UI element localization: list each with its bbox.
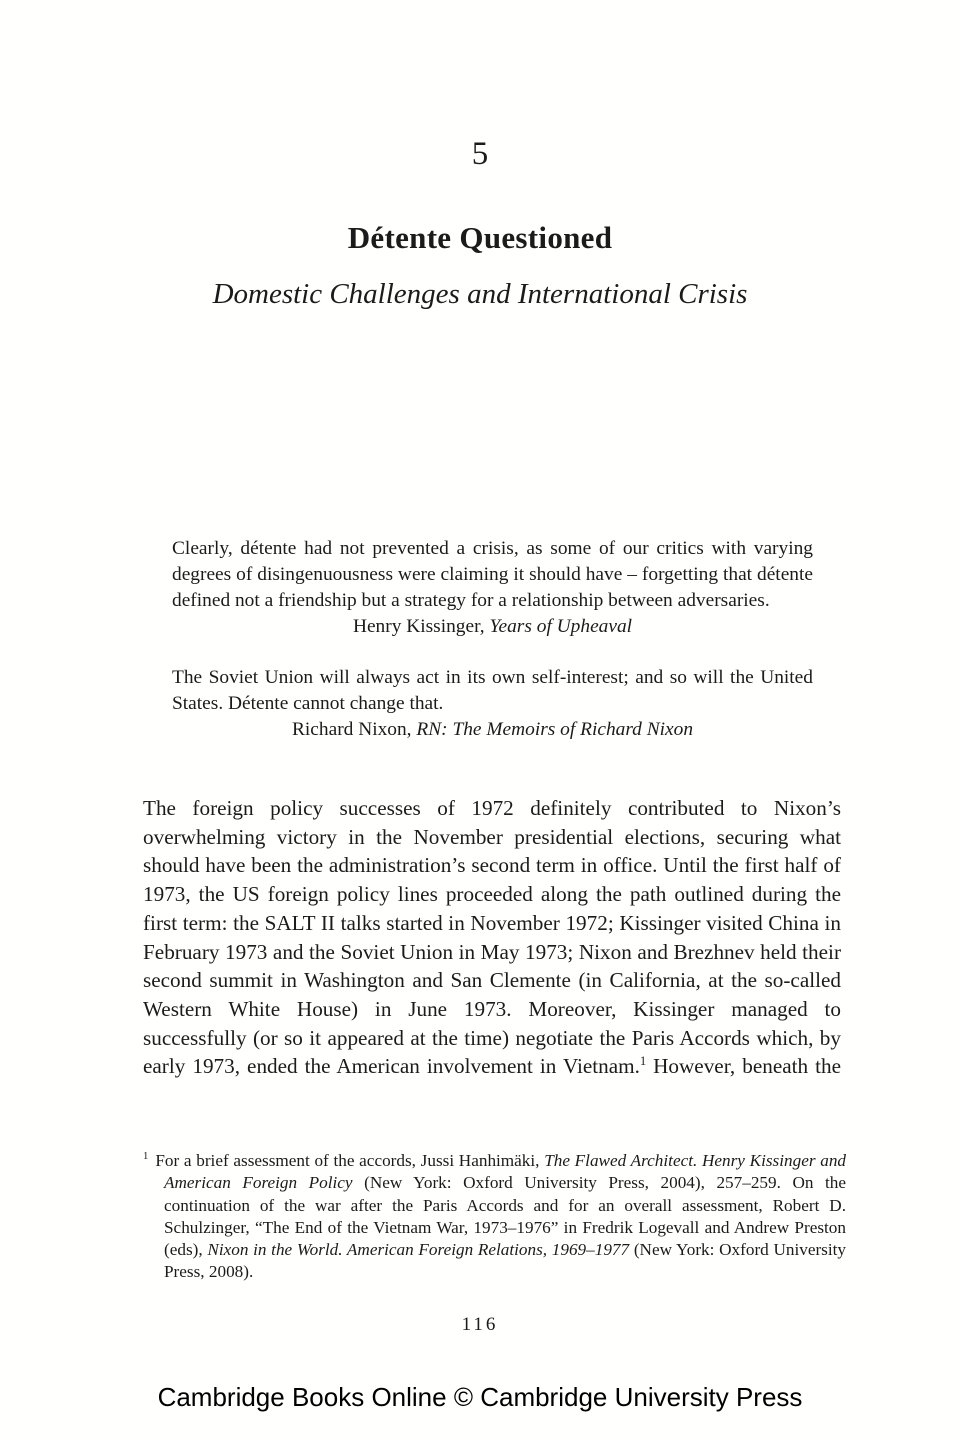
copyright-footer: Cambridge Books Online © Cambridge University Press: [157, 1382, 803, 1412]
attribution-author: Richard Nixon,: [291, 719, 417, 740]
epigraph-section: [172, 536, 813, 743]
footnote-marker: 1: [143, 1151, 149, 1163]
footnote-section: [143, 1150, 846, 1284]
epigraph-quote-kissinger: Clearly, détente had not prevented a crisis, as some of our critics with varying degrees of disingenuousness were claiming it should have – forgetting that détente defined not a friendship but a strategy for a relationship between adversaries.: [172, 538, 813, 611]
epigraph-attribution-nixon: [172, 717, 813, 743]
body-paragraph: [143, 794, 841, 1081]
body-paragraph-section: [143, 794, 841, 1081]
footnote-text: For a brief assessment of the accords, Jussi Hanhimäki, The Flawed Architect. Henry Kissinger and American Foreign Policy (New York: Oxford University Press, 2004), 257–259. On the continuation of the war after the Paris Accords and for an overall assessment, Robert D. Schulzinger, “The End of the Vietnam War, 1973–1976” in Fredrik Logevall and Andrew Preston (eds), Nixon in the World. American Foreign Relations, 1969–1977 (New York: Oxford University Press, 2008).: [155, 1151, 847, 1282]
chapter-title: Détente Questioned: [347, 220, 613, 255]
epigraph-attribution-kissinger: [172, 614, 813, 640]
chapter-subtitle: Domestic Challenges and International Crisis: [212, 278, 748, 310]
attribution-author: Henry Kissinger,: [352, 616, 490, 637]
footnote-item: [143, 1150, 846, 1284]
page-number: 116: [461, 1314, 499, 1335]
body-text-before-footnote: The foreign policy successes of 1972 definitely contributed to Nixon’s overwhelming victory in the November presidential elections, securing what should have been the administration’s second term in office. Until the first half of 1973, the US foreign policy lines proceeded along the path outlined during the first term: the SALT II talks started in November 1972; Kissinger visited China in February 1973 and the Soviet Union in May 1973; Nixon and Brezhnev held their second summit in Washington and San Clemente (in California, at the so-called Western White House) in June 1973. Moreover, Kissinger managed to successfully (or so it appeared at the time) negotiate the Paris Accords which, by early 1973, ended the American involvement in Vietnam.: [143, 796, 841, 1079]
attribution-work-title: Years of Upheaval: [489, 616, 633, 637]
attribution-work-title: RN: The Memoirs of Richard Nixon: [416, 719, 694, 740]
body-text-after-footnote: However, beneath the: [646, 1054, 842, 1079]
epigraph-quote-nixon: The Soviet Union will always act in its own self-interest; and so will the United States. Détente cannot change that.: [172, 667, 813, 714]
footnote-reference: 1: [639, 1054, 647, 1069]
chapter-number: 5: [471, 136, 489, 172]
